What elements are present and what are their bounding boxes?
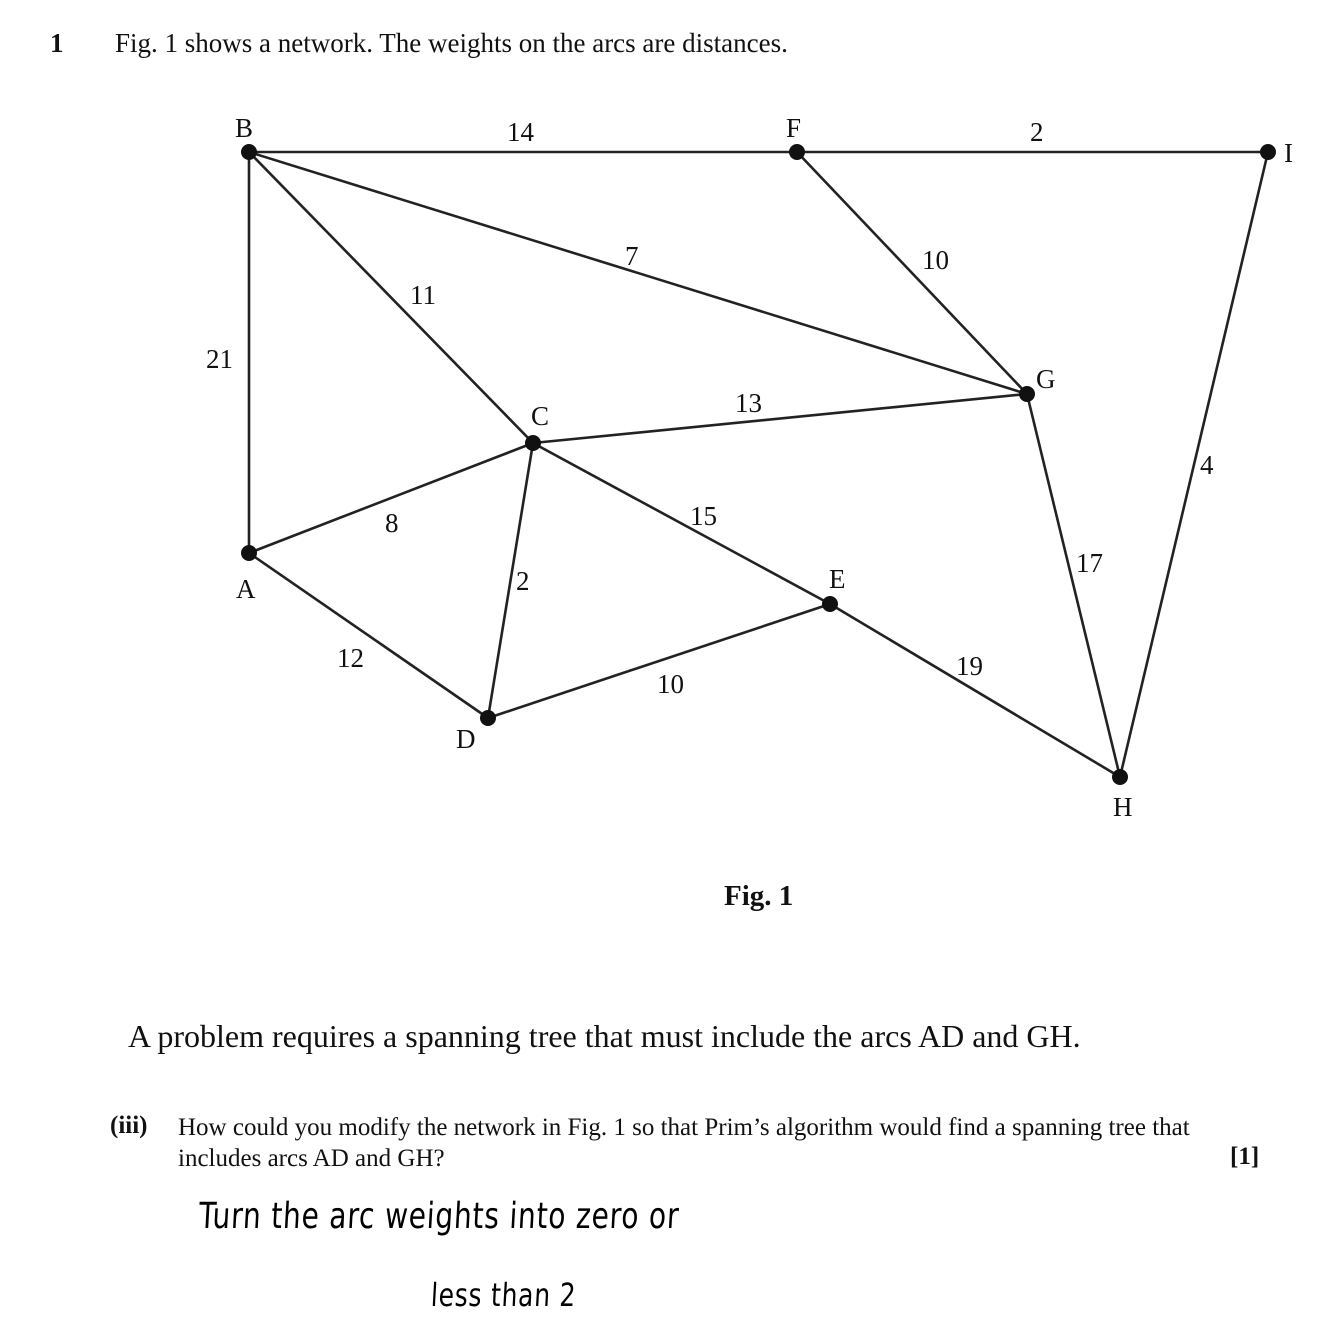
weight-label-ad: 12 — [337, 643, 364, 673]
weight-label-bf: 14 — [507, 117, 534, 147]
node-i — [1260, 144, 1276, 160]
arcs-layer — [249, 152, 1268, 777]
node-e — [822, 596, 838, 612]
handwritten-answer-line-2: less than 2 — [429, 1276, 578, 1314]
weight-label-de: 10 — [657, 669, 684, 699]
arc-cg — [533, 394, 1027, 443]
node-g — [1019, 386, 1035, 402]
weight-label-ih: 4 — [1200, 450, 1214, 480]
weight-label-eh: 19 — [956, 651, 983, 681]
node-label-h: H — [1113, 792, 1133, 822]
weight-label-cg: 13 — [735, 388, 762, 418]
node-label-a: A — [236, 574, 256, 604]
node-label-e: E — [829, 564, 846, 594]
part-label: (iii) — [110, 1112, 148, 1139]
question-intro: Fig. 1 shows a network. The weights on the arcs are distances. — [115, 28, 788, 58]
node-c — [525, 435, 541, 451]
weight-label-bc: 11 — [410, 280, 436, 310]
arc-ad — [249, 553, 488, 718]
arc-gh — [1027, 394, 1120, 777]
weight-label-gh: 17 — [1076, 548, 1103, 578]
problem-statement: A problem requires a spanning tree that must include the arcs AD and GH. — [128, 1018, 1081, 1054]
weight-label-cd: 2 — [516, 566, 530, 596]
weight-label-ac: 8 — [385, 508, 399, 538]
question-number: 1 — [50, 28, 64, 58]
arc-eh — [830, 604, 1120, 777]
node-a — [241, 545, 257, 561]
figure-caption: Fig. 1 — [724, 880, 794, 912]
arc-de — [488, 604, 830, 718]
node-label-d: D — [456, 724, 476, 754]
part-question-text: How could you modify the network in Fig. 1 so that Prim’s algorithm would find a spanning tree that includes arcs AD and GH? — [178, 1114, 1190, 1172]
handwritten-answer-line-1: Turn the arc weights into zero or — [197, 1196, 681, 1237]
marks-label: [1] — [1230, 1143, 1260, 1170]
weight-label-fg: 10 — [922, 245, 949, 275]
weight-label-ce: 15 — [690, 501, 717, 531]
node-f — [789, 144, 805, 160]
node-d — [480, 710, 496, 726]
weight-label-bg: 7 — [625, 241, 639, 271]
node-label-c: C — [531, 401, 550, 431]
weights-layer — [206, 117, 1214, 699]
weight-label-ba: 21 — [206, 344, 233, 374]
node-label-i: I — [1284, 138, 1293, 168]
weight-label-fi: 2 — [1030, 117, 1044, 147]
arc-ce — [533, 443, 830, 604]
node-label-b: B — [235, 113, 254, 143]
node-label-f: F — [786, 113, 802, 143]
node-b — [241, 144, 257, 160]
arc-ih — [1120, 152, 1268, 777]
node-label-g: G — [1036, 364, 1056, 394]
node-h — [1112, 769, 1128, 785]
